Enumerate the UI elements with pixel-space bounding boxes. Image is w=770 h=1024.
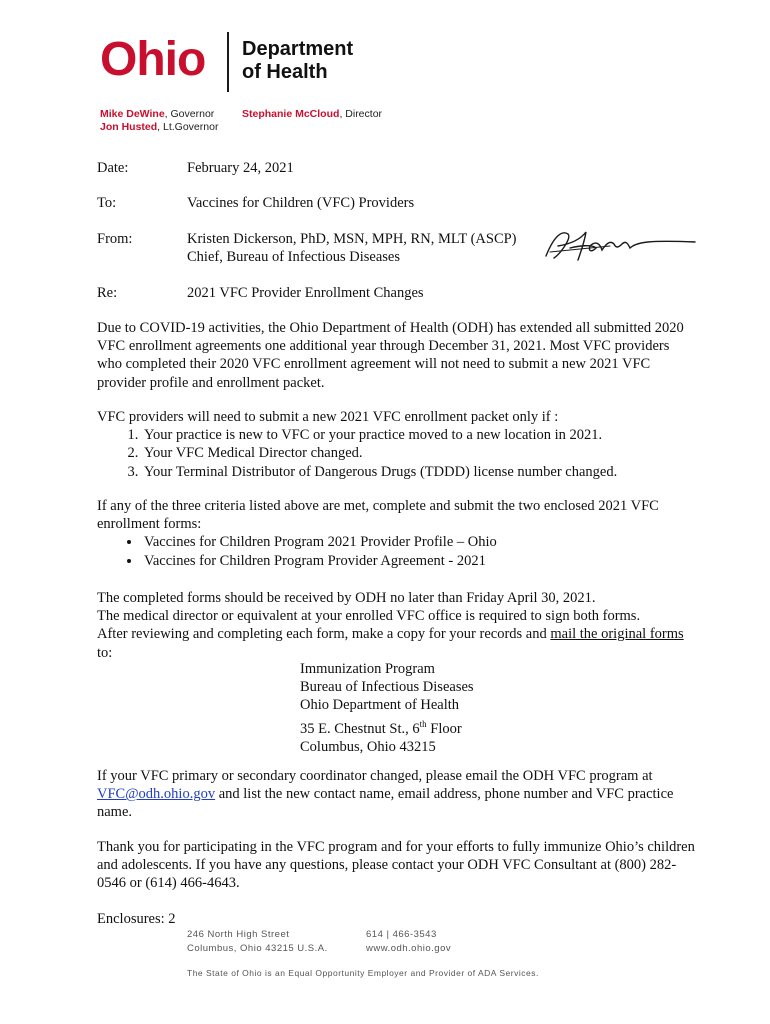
criteria-item: 3. Your Terminal Distributor of Dangerous Drugs (TDDD) license number changed. xyxy=(142,463,697,481)
coordinator-paragraph xyxy=(97,767,697,822)
mail-original-forms-text: mail the original forms xyxy=(550,626,684,643)
coordinator-text-end: and list the new contact name, email address, phone number and VFC practice name. xyxy=(97,786,674,821)
vfc-email-link[interactable]: VFC@odh.ohio.gov xyxy=(97,786,216,803)
to-value: Vaccines for Children (VFC) Providers xyxy=(187,195,415,211)
deadline-text: The completed forms should be received by ODH no later than Friday April 30, 2021. xyxy=(97,590,596,606)
forms-list xyxy=(97,533,697,569)
coordinator-text: If your VFC primary or secondary coordinator changed, please email the ODH VFC program at xyxy=(97,768,653,784)
logo-wordmark: Ohio xyxy=(100,33,206,86)
re-label: Re: xyxy=(97,285,118,301)
logo-divider xyxy=(227,32,229,92)
signature-requirement-text: The medical director or equivalent at your enrolled VFC office is required to sign both forms. xyxy=(97,608,641,625)
lt-governor-name: Jon Husted xyxy=(100,121,158,133)
copy-instructions-text: After reviewing and completing each form, make a copy for your records and xyxy=(97,626,551,643)
re-value: 2021 VFC Provider Enrollment Changes xyxy=(187,285,424,301)
copy-instructions-end: to: xyxy=(97,644,113,661)
address-line: Ohio Department of Health xyxy=(300,697,460,714)
from-label: From: xyxy=(97,231,133,247)
footer-website: www.odh.ohio.gov xyxy=(366,943,452,954)
forms-intro: If any of the three criteria listed above are met, complete and submit the two enclosed 2021 VFC enrollment forms: xyxy=(97,498,659,533)
mailing-instructions xyxy=(97,589,697,662)
footer-street: 246 North High Street xyxy=(187,929,290,940)
date-value: February 24, 2021 xyxy=(187,160,294,176)
address-line: Bureau of Infectious Diseases xyxy=(300,679,474,696)
footer-address xyxy=(187,928,328,956)
footer-contact xyxy=(366,928,451,956)
from-line-2: Chief, Bureau of Infectious Diseases xyxy=(187,249,401,265)
governor-block xyxy=(100,108,218,134)
date-label: Date: xyxy=(97,160,129,176)
address-street: 35 E. Chestnut St., 6th Floor xyxy=(300,718,462,737)
criteria-intro: VFC providers will need to submit a new 2021 VFC enrollment packet only if : xyxy=(97,409,559,425)
footer-city: Columbus, Ohio 43215 U.S.A. xyxy=(187,943,328,954)
director-block xyxy=(242,108,382,121)
from-line-1: Kristen Dickerson, PhD, MSN, MPH, RN, MLT (ASCP) xyxy=(187,231,517,247)
department-line-1: Department xyxy=(242,38,354,60)
governor-name: Mike DeWine xyxy=(100,108,165,120)
form-item: • Vaccines for Children Program Provider Agreement - 2021 xyxy=(142,552,697,570)
copy-instructions xyxy=(97,625,697,661)
governor-title: , Governor xyxy=(164,108,215,120)
director-name: Stephanie McCloud xyxy=(242,108,340,120)
intro-text: Due to COVID-19 activities, the Ohio Department of Health (ODH) has extended all submitted 2020 VFC enrollment agreements one additional year through December 31, 2021. Most VFC providers who completed their 2020 VFC enrollment agreement will not need to submit a new 2021 VFC provider profile and enrollment packet. xyxy=(97,320,684,391)
mailing-address xyxy=(300,660,474,756)
department-name xyxy=(242,38,353,84)
forms-section xyxy=(97,497,697,570)
criteria-item: 2. Your VFC Medical Director changed. xyxy=(142,444,697,462)
footer-eeo: The State of Ohio is an Equal Opportunity Employer and Provider of ADA Services. xyxy=(187,968,539,978)
enclosures xyxy=(97,910,697,928)
to-label: To: xyxy=(97,195,117,211)
thanks-text: Thank you for participating in the VFC program and for your efforts to fully immunize Ohio’s children and adolescents. If you have any questions, please contact your ODH VFC Consultant at (800) 282-0546 or (614) 466-4643. xyxy=(97,839,695,892)
enclosures-text: Enclosures: 2 xyxy=(97,911,176,927)
criteria-item: 1. Your practice is new to VFC or your practice moved to a new location in 2021. xyxy=(142,426,697,444)
lt-governor-title: , Lt.Governor xyxy=(157,121,219,133)
signature-image xyxy=(540,226,700,266)
director-title: , Director xyxy=(339,108,383,120)
department-line-2: of Health xyxy=(242,61,328,83)
form-item: • Vaccines for Children Program 2021 Provider Profile – Ohio xyxy=(142,533,697,551)
thanks-paragraph xyxy=(97,838,697,893)
criteria-section xyxy=(97,408,697,481)
intro-paragraph xyxy=(97,319,697,392)
footer-phone: 614 | 466-3543 xyxy=(366,929,437,940)
address-line: Columbus, Ohio 43215 xyxy=(300,738,436,755)
address-line: Immunization Program xyxy=(300,661,435,677)
criteria-list xyxy=(97,426,697,481)
